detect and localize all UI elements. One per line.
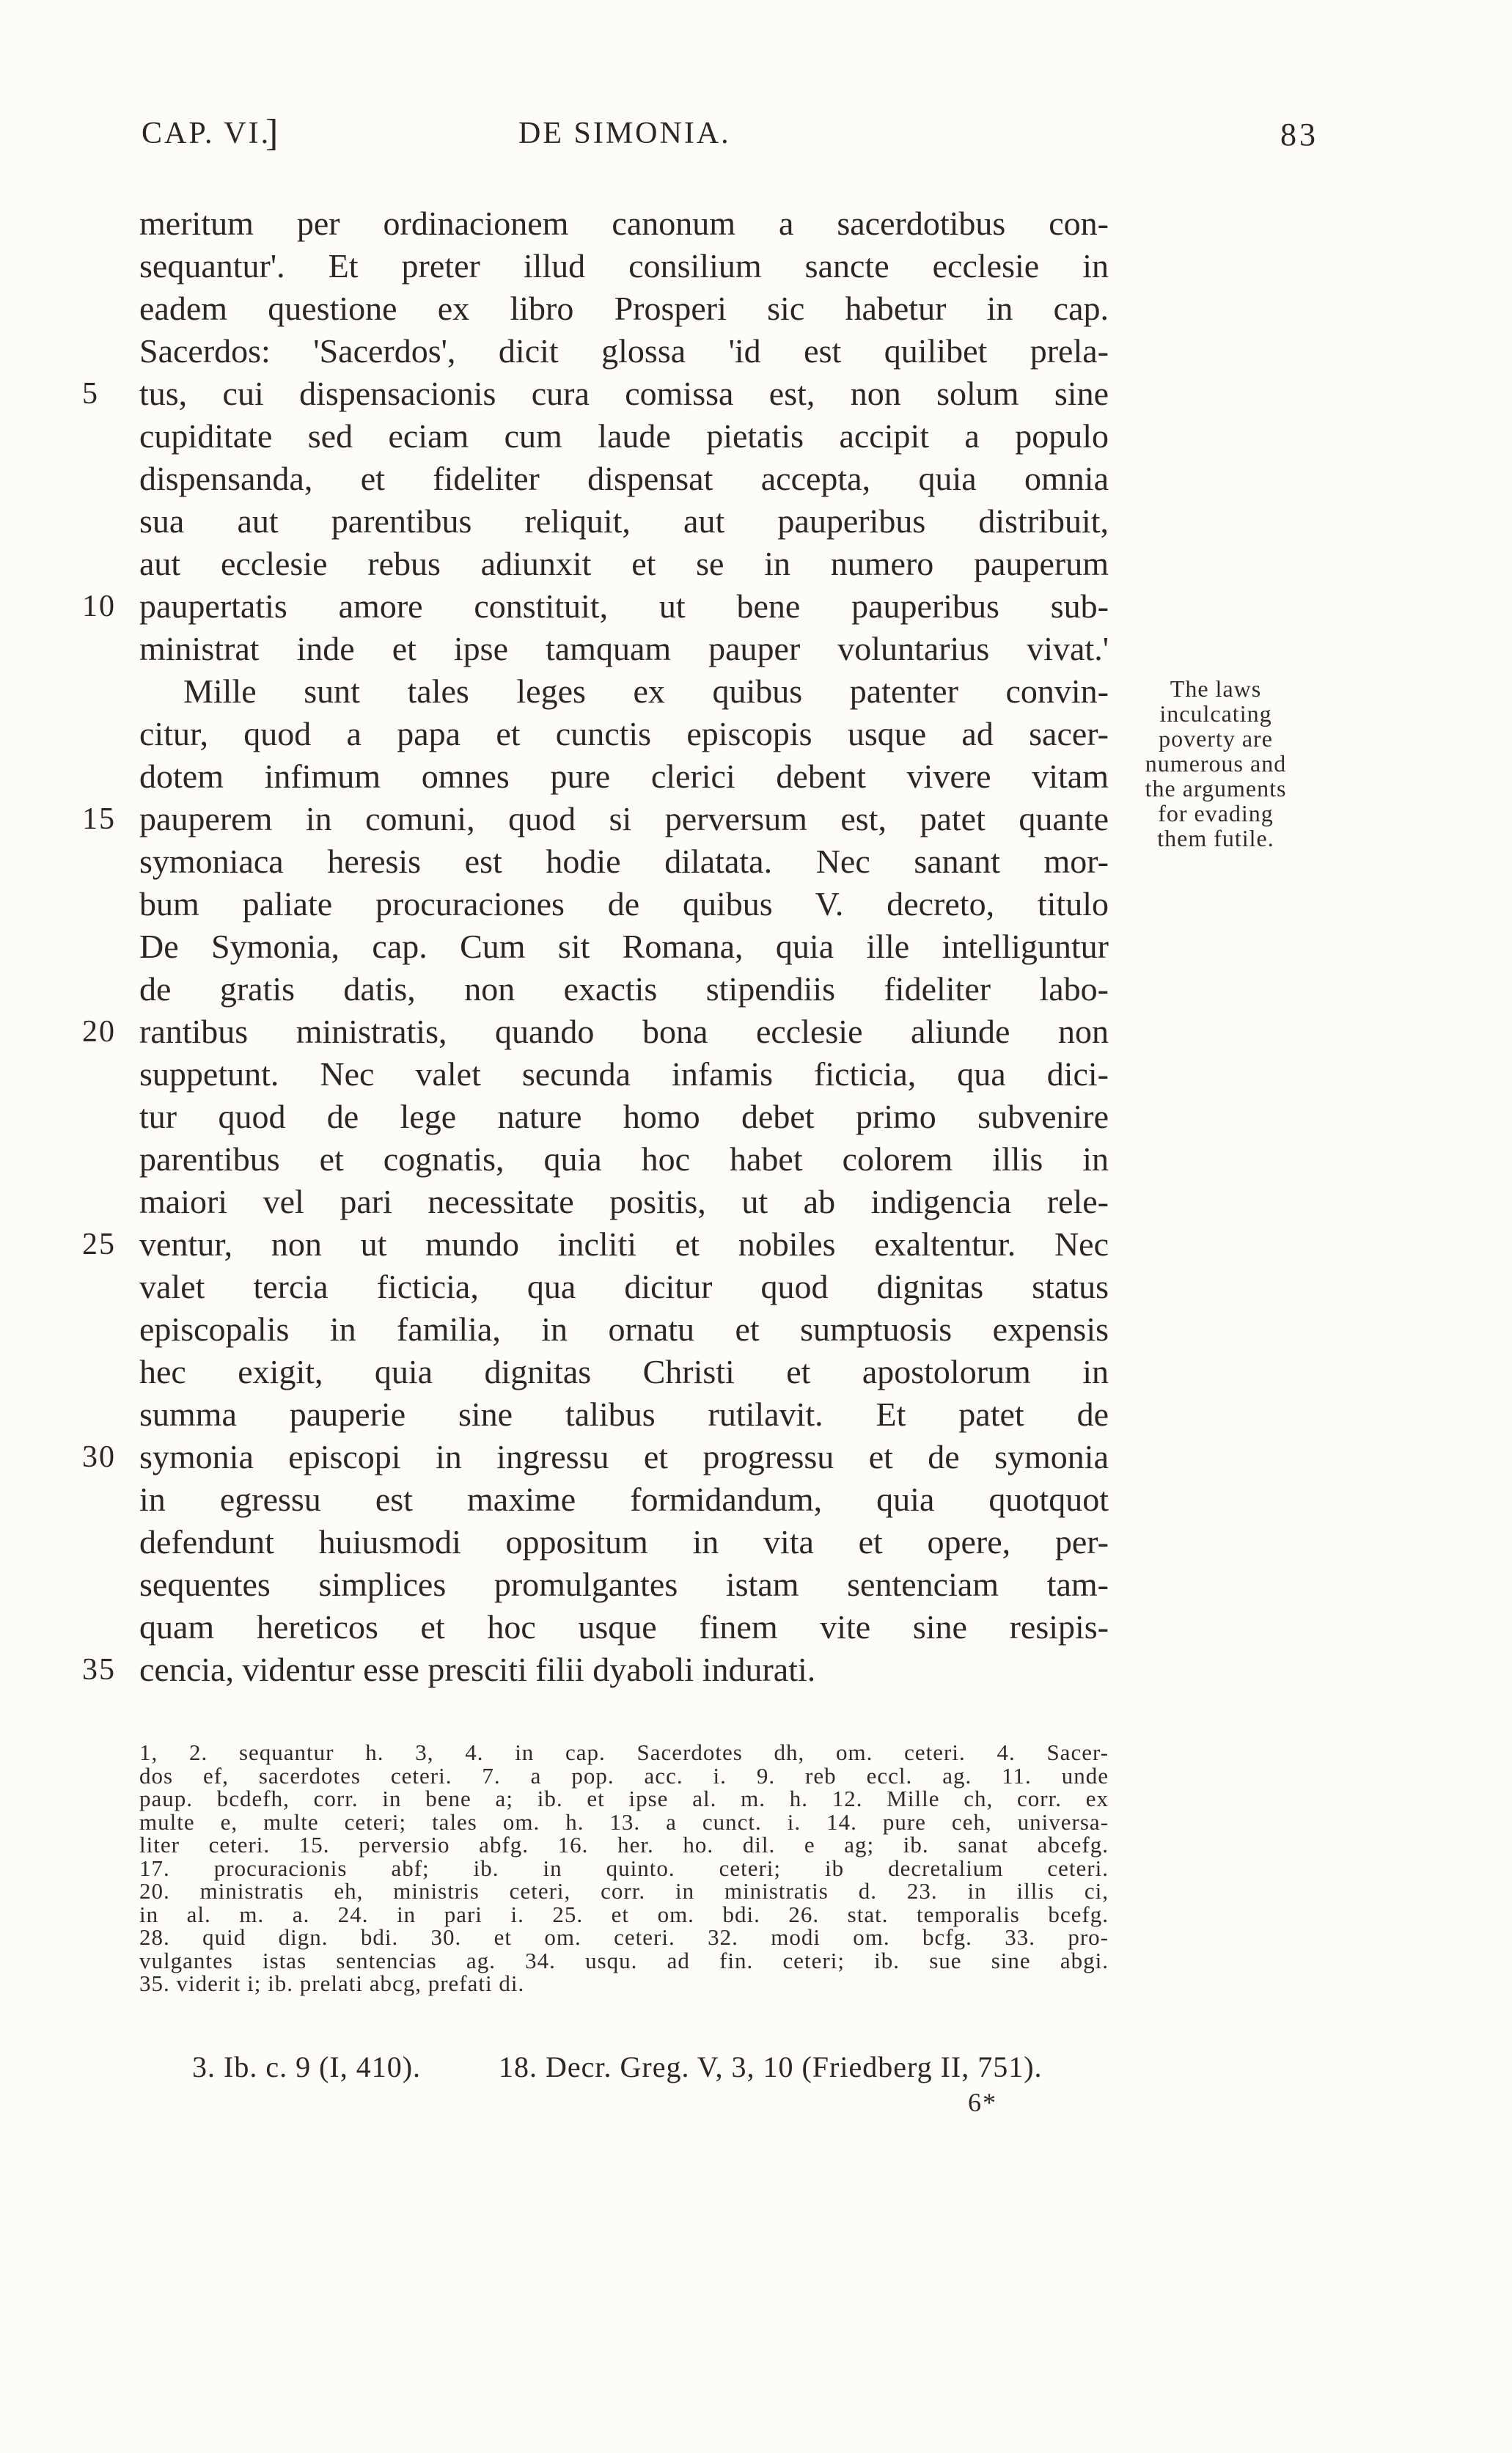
text-line: valet tercia ficticia, qua dicitur quod dignitas status — [139, 1268, 1109, 1305]
apparatus-line: 35. viderit i; ib. prelati abcg, prefati di. — [139, 1970, 525, 1996]
apparatus-line: 1, 2. sequantur h. 3, 4. in cap. Sacerdotes dh, om. ceteri. 4. Sacer- — [139, 1739, 1109, 1765]
text-line: aut ecclesie rebus adiunxit et se in numero pauperum — [139, 545, 1109, 582]
text-line: dotem infimum omnes pure clerici debent vivere vitam — [139, 758, 1109, 795]
line-number: 30 — [82, 1440, 116, 1474]
text-line: dispensanda, et fideliter dispensat accepta, quia omnia — [139, 460, 1109, 497]
text-line: sequantur'. Et preter illud consilium sancte ecclesie in — [139, 247, 1109, 285]
text-line: defendunt huiusmodi oppositum in vita et opere, per- — [139, 1523, 1109, 1561]
signature-mark: 6* — [968, 2088, 997, 2117]
apparatus-line: vulgantes istas sentencias ag. 34. usqu. ad fin. ceteri; ib. sue sine abgi. — [139, 1947, 1109, 1973]
margin-note-line: inculcating — [1159, 700, 1272, 727]
line-number: 5 — [82, 377, 99, 411]
line-number: 10 — [82, 590, 116, 623]
margin-note-line: numerous and — [1145, 750, 1287, 777]
text-line: maiori vel pari necessitate positis, ut ab indigencia rele- — [139, 1183, 1109, 1220]
apparatus-line: liter ceteri. 15. perversio abfg. 16. her. ho. dil. e ag; ib. sanat abcefg. — [139, 1832, 1109, 1858]
text-line: ministrat inde et ipse tamquam pauper voluntarius vivat.' — [139, 630, 1109, 667]
apparatus-line: 20. ministratis eh, ministris ceteri, corr. in ministratis d. 23. in illis ci, — [139, 1878, 1109, 1904]
source-ref: 3. Ib. c. 9 (I, 410). — [192, 2050, 422, 2083]
page-number: 83 — [1280, 117, 1318, 153]
line-number: 20 — [82, 1015, 116, 1049]
margin-note-line: The laws — [1170, 675, 1262, 702]
apparatus-line: 17. procuracionis abf; ib. in quinto. ceteri; ib decretalium ceteri. — [139, 1855, 1109, 1881]
text-line: cupiditate sed eciam cum laude pietatis accipit a populo — [139, 417, 1109, 455]
margin-note-line: them futile. — [1157, 825, 1274, 851]
apparatus-line: dos ef, sacerdotes ceteri. 7. a pop. acc. i. 9. reb eccl. ag. 11. unde — [139, 1762, 1109, 1789]
text-line: Sacerdos: 'Sacerdos', dicit glossa 'id est quilibet prela- — [139, 332, 1109, 370]
text-line: rantibus ministratis, quando bona ecclesie aliunde non — [139, 1013, 1109, 1050]
text-line: tur quod de lege nature homo debet primo subvenire — [139, 1098, 1109, 1135]
text-line: episcopalis in familia, in ornatu et sumptuosis expensis — [139, 1310, 1109, 1348]
margin-note-line: the arguments — [1145, 775, 1287, 802]
text-line: Mille sunt tales leges ex quibus patenter convin- — [183, 672, 1109, 710]
chapter-label: CAP. VI. — [142, 117, 271, 150]
text-line: pauperem in comuni, quod si perversum est, patet quante — [139, 800, 1109, 837]
text-line: meritum per ordinacionem canonum a sacerdotibus con- — [139, 205, 1109, 242]
line-number: 25 — [82, 1228, 116, 1261]
text-line: summa pauperie sine talibus rutilavit. Et patet de — [139, 1396, 1109, 1433]
text-line: parentibus et cognatis, quia hoc habet colorem illis in — [139, 1140, 1109, 1178]
text-line: hec exigit, quia dignitas Christi et apostolorum in — [139, 1353, 1109, 1390]
text-line: paupertatis amore constituit, ut bene pauperibus sub- — [139, 587, 1109, 625]
line-number: 15 — [82, 802, 116, 836]
critical-apparatus — [139, 1741, 1109, 1995]
line-number: 35 — [82, 1653, 116, 1687]
text-line: de gratis datis, non exactis stipendiis fideliter labo- — [139, 970, 1109, 1008]
header-bracket: ] — [265, 112, 281, 154]
text-line: in egressu est maxime formidandum, quia quotquot — [139, 1481, 1109, 1518]
text-line: quam hereticos et hoc usque finem vite sine resipis- — [139, 1608, 1109, 1646]
text-line: symoniaca heresis est hodie dilatata. Nec sanant mor- — [139, 843, 1109, 880]
text-line: cencia, videntur esse presciti filii dyaboli indurati. — [139, 1651, 816, 1688]
text-line: tus, cui dispensacionis cura comissa est, non solum sine — [139, 375, 1109, 412]
text-line: De Symonia, cap. Cum sit Romana, quia ille intelliguntur — [139, 928, 1109, 965]
source-references — [192, 2050, 1109, 2085]
source-ref: 18. Decr. Greg. V, 3, 10 (Friedberg II, 751). — [499, 2050, 1043, 2083]
text-line: ventur, non ut mundo incliti et nobiles exaltentur. Nec — [139, 1225, 1109, 1263]
apparatus-line: in al. m. a. 24. in pari i. 25. et om. bdi. 26. stat. temporalis bcefg. — [139, 1901, 1109, 1927]
running-title: DE SIMONIA. — [518, 117, 731, 150]
text-line: bum paliate procuraciones de quibus V. decreto, titulo — [139, 885, 1109, 923]
apparatus-line: paup. bcdefh, corr. in bene a; ib. et ipse al. m. h. 12. Mille ch, corr. ex — [139, 1786, 1109, 1811]
apparatus-line: 28. quid dign. bdi. 30. et om. ceteri. 32. modi om. bcfg. 33. pro- — [139, 1924, 1109, 1950]
text-line: eadem questione ex libro Prosperi sic habetur in cap. — [139, 290, 1109, 327]
margin-note-line: poverty are — [1159, 725, 1273, 752]
text-line: sequentes simplices promulgantes istam sentenciam tam- — [139, 1566, 1109, 1603]
text-line: sua aut parentibus reliquit, aut pauperibus distribuit, — [139, 502, 1109, 540]
text-line: symonia episcopi in ingressu et progressu et de symonia — [139, 1438, 1109, 1475]
running-header — [0, 112, 1512, 167]
text-line: citur, quod a papa et cunctis episcopis usque ad sacer- — [139, 715, 1109, 752]
margin-note-line: for evading — [1158, 800, 1274, 826]
apparatus-line: multe e, multe ceteri; tales om. h. 13. a cunct. i. 14. pure ceh, universa- — [139, 1808, 1109, 1835]
text-line: suppetunt. Nec valet secunda infamis ficticia, qua dici- — [139, 1055, 1109, 1093]
marginal-note — [1120, 676, 1311, 851]
